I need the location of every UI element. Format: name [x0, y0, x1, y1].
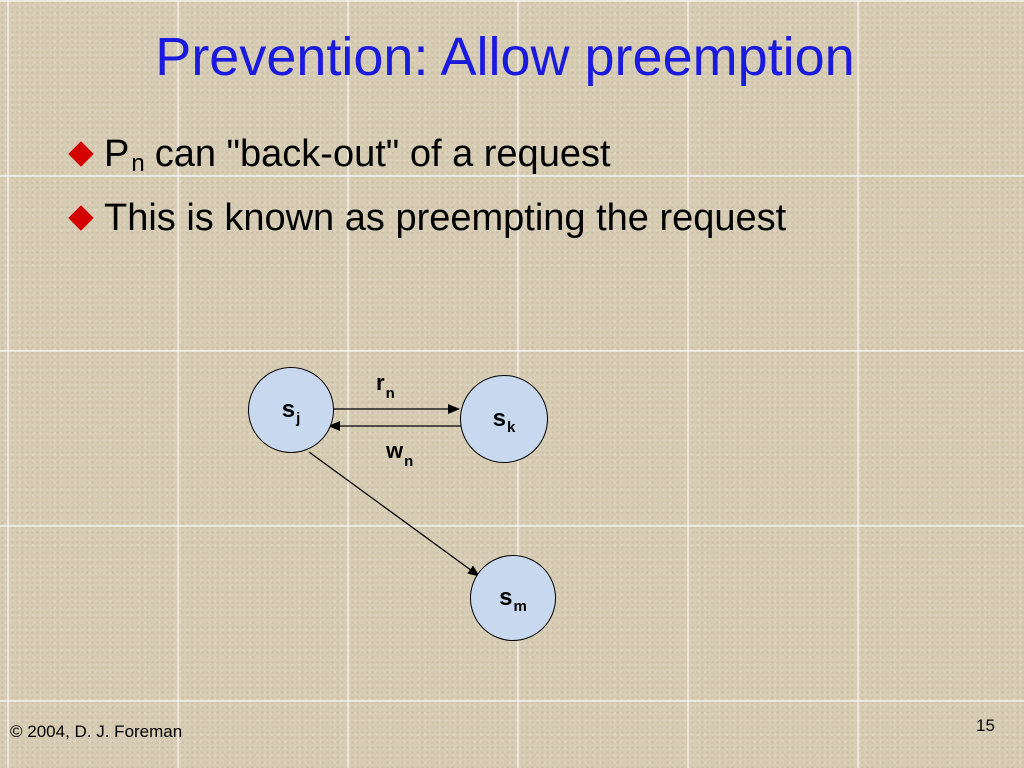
- bullet-1-main: P: [104, 132, 130, 175]
- edge-request-label-base: r: [376, 370, 385, 395]
- node-sj-subscript: j: [296, 409, 301, 427]
- node-sj: [248, 367, 334, 453]
- edge-request-label-subscript: n: [385, 385, 395, 402]
- node-sm-label: s: [499, 584, 513, 611]
- node-sm-subscript: m: [513, 597, 527, 615]
- edge-request-label: [376, 370, 395, 402]
- slide-page-number: 15: [976, 716, 995, 735]
- bullet-1-text: can "back-out" of a request: [154, 132, 611, 175]
- slide-title: Prevention: Allow preemption: [155, 27, 855, 87]
- node-sj-label: s: [281, 396, 296, 423]
- bullet-1-subscript: n: [131, 150, 145, 177]
- footer-copyright: © 2004, D. J. Foreman: [10, 722, 183, 741]
- node-sk: [460, 375, 548, 463]
- node-sk-label: s: [492, 405, 506, 432]
- edge-wait-label: [386, 438, 414, 470]
- edge-wait-label-base: w: [386, 438, 404, 463]
- edge-other-arrow: [309, 452, 479, 576]
- edge-wait-label-subscript: n: [404, 453, 414, 470]
- node-sm: [470, 555, 556, 641]
- node-sk-subscript: k: [507, 418, 516, 436]
- bullet-2-text: This is known as preempting the request: [104, 196, 787, 239]
